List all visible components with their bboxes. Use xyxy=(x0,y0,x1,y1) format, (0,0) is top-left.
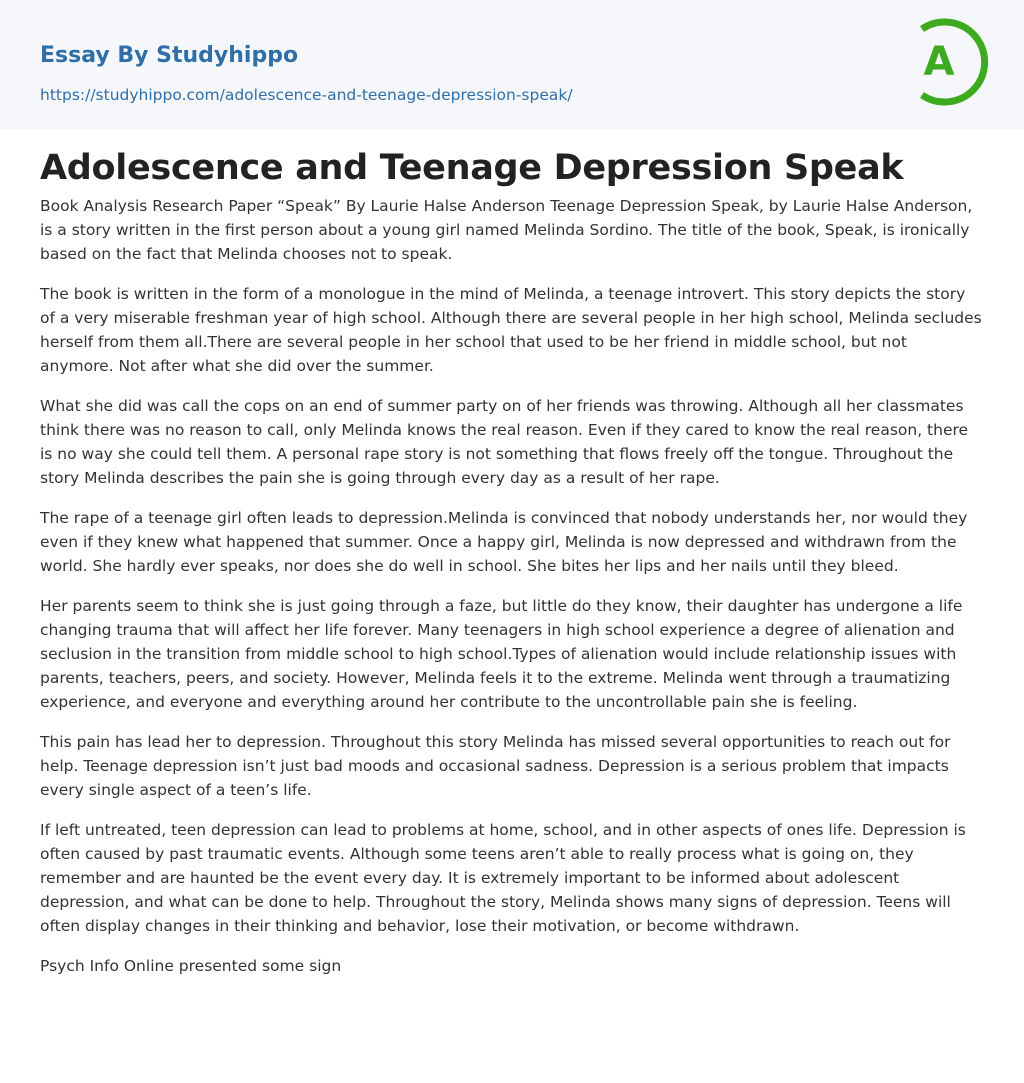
article-paragraph: Psych Info Online presented some sign xyxy=(40,957,342,975)
article-paragraph: The book is written in the form of a monologue in the mind of Melinda, a teenage introvert. This story depicts the story of a very miserable freshman year of high school. Although there are several people in her high school, Melinda secludes herself from them all.There are several people in her school that used to be her friend in middle school, but not anymore. Not after what she did over the summer. xyxy=(40,285,982,375)
article-paragraph: This pain has lead her to depression. Throughout this story Melinda has missed several opportunities to reach out for help. Teenage depression isn’t just bad moods and occasional sadness. Depression is a serious problem that impacts every single aspect of a teen’s life. xyxy=(40,733,951,799)
article-paragraph: If left untreated, teen depression can lead to problems at home, school, and in other aspects of ones life. Depression is often caused by past traumatic events. Although some teens aren’t able to really process what is going on, they remember and are haunted be the event every day. It is extremely important to be informed about adolescent depression, and what can be done to help. Throughout the story, Melinda shows many signs of depression. Teens will often display changes in their thinking and behavior, lose their motivation, or become withdrawn. xyxy=(40,821,966,935)
circle-a-logo-icon xyxy=(910,17,990,107)
page-title: Adolescence and Teenage Depression Speak xyxy=(40,148,904,188)
article-paragraph: Her parents seem to think she is just going through a faze, but little do they know, their daughter has undergone a life changing trauma that will affect her life forever. Many teenagers in high school experience a degree of alienation and seclusion in the transition from middle school to high school.Types of alienation would include relationship issues with parents, teachers, peers, and society. However, Melinda feels it to the extreme. Melinda went through a traumatizing experience, and everyone and everything around her contribute to the uncontrollable pain she is feeling. xyxy=(40,597,963,711)
source-url-link[interactable]: https://studyhippo.com/adolescence-and-teenage-depression-speak/ xyxy=(40,86,573,104)
article-paragraph: What she did was call the cops on an end of summer party on of her friends was throwing. Although all her classmates think there was no reason to call, only Melinda knows the real reason. Even if they cared to know the real reason, there is no way she could tell them. A personal rape story is not something that flows freely off the tongue. Throughout the story Melinda describes the pain she is going through every day as a result of her rape. xyxy=(40,397,969,487)
article-paragraph: Book Analysis Research Paper “Speak” By Laurie Halse Anderson Teenage Depression Speak, by Laurie Halse Anderson, is a story written in the first person about a young girl named Melinda Sordino. The title of the book, Speak, is ironically based on the fact that Melinda chooses not to speak. xyxy=(40,197,973,263)
brand-title: Essay By Studyhippo xyxy=(40,43,299,68)
article-body xyxy=(40,194,984,994)
article-paragraph: The rape of a teenage girl often leads to depression.Melinda is convinced that nobody understands her, nor would they even if they knew what happened that summer. Once a happy girl, Melinda is now depressed and withdrawn from the world. She hardly ever speaks, nor does she do well in school. She bites her lips and her nails until they bleed. xyxy=(40,509,968,575)
logo-letter: A xyxy=(923,39,955,85)
